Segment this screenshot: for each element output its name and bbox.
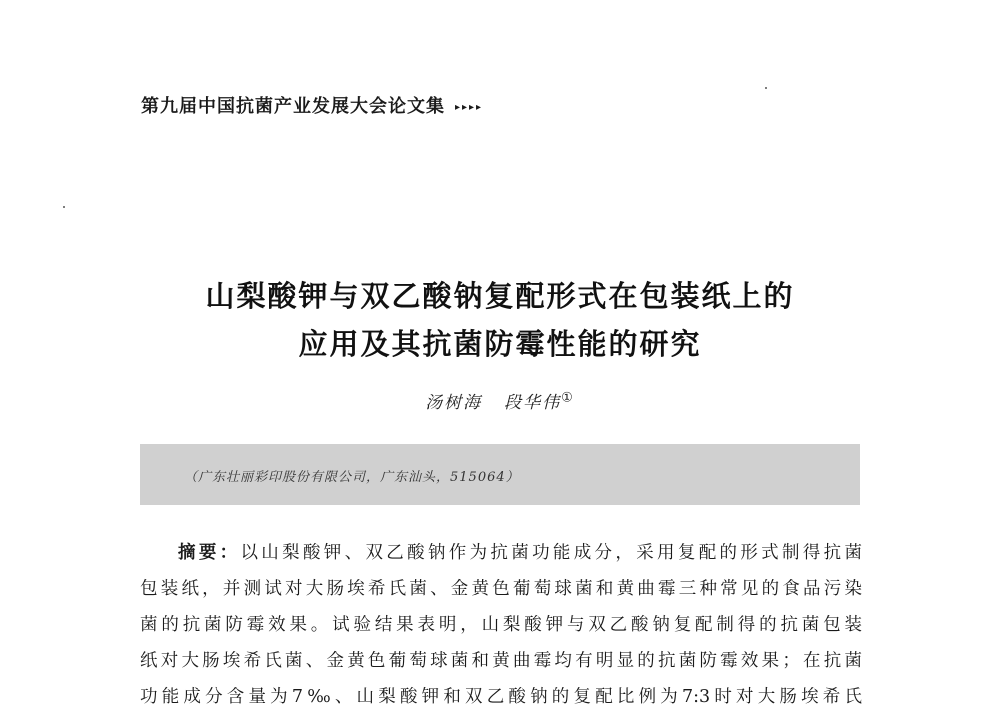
author-list: [0, 388, 1000, 413]
article-title: [0, 272, 1000, 368]
running-header-arrows-icon: ▸▸▸▸: [455, 102, 484, 113]
running-header-title: 第九届中国抗菌产业发展大会论文集: [141, 96, 445, 117]
author-footnote-mark: ①: [561, 390, 575, 406]
author-name-1: 汤树海: [425, 393, 483, 413]
abstract-line: 摘要：以山梨酸钾、双乙酸钠作为抗菌功能成分，采用复配的形式制得抗菌: [178, 543, 862, 563]
title-line-2: 应用及其抗菌防霉性能的研究: [298, 327, 702, 361]
abstract-label: 摘要：: [178, 543, 241, 563]
abstract-line: 纸对大肠埃希氏菌、金黄色葡萄球菌和黄曲霉均有明显的抗菌防霉效果；在抗菌: [140, 651, 862, 671]
abstract-line: 菌的抗菌防霉效果。试验结果表明，山梨酸钾与双乙酸钠复配制得的抗菌包装: [140, 615, 862, 635]
affiliation-text: （广东壮丽彩印股份有限公司，广东汕头，515064）: [184, 470, 520, 485]
scan-speck: [63, 206, 65, 208]
abstract: [140, 535, 862, 715]
abstract-line: 功能成分含量为7‰、山梨酸钾和双乙酸钠的复配比例为7:3时对大肠埃希氏: [140, 687, 862, 707]
running-header: [141, 92, 483, 118]
abstract-line: 包装纸，并测试对大肠埃希氏菌、金黄色葡萄球菌和黄曲霉三种常见的食品污染: [140, 579, 862, 599]
title-line-1: 山梨酸钾与双乙酸钠复配形式在包装纸上的: [205, 279, 795, 313]
author-name-2: 段华伟: [504, 393, 562, 413]
scan-speck: [765, 87, 767, 89]
